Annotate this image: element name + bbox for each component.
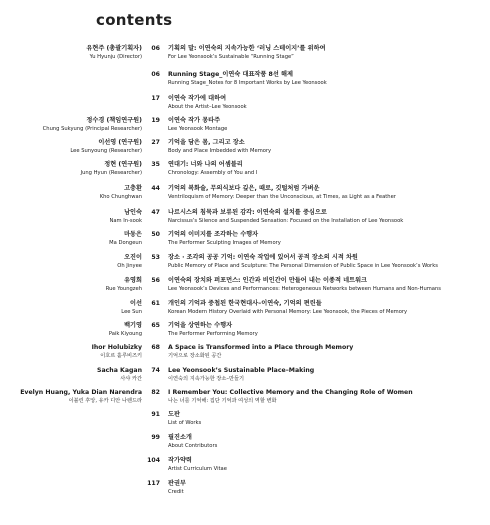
toc-entry-title [168,94,247,111]
toc-page-number: 99 [151,434,160,441]
entry-title-primary: 장소 · 조각의 공공 기억: 이연숙 작업에 있어서 공적 장소의 시적 차원 [168,254,358,261]
toc-entry-title [168,299,407,316]
entry-title-primary: 이연숙 작가 몽타주 [168,117,221,124]
entry-title-primary: 기획의 말: 이연숙의 지속가능한 ‘러닝 스테이지’를 위하여 [168,45,326,52]
toc-author [109,230,142,247]
entry-title-primary: 필진소개 [168,434,192,441]
entry-title-primary: 이연숙 작가에 대하여 [168,95,227,102]
entry-title-secondary: Lee Yeonsook’s Devices and Performances: Heterogeneous Networks between Humans and Non-Humans [168,286,441,292]
author-name-primary: 마동은 [124,231,142,238]
toc-author [117,253,142,270]
entry-title-primary: 이연숙의 장치와 퍼포먼스: 인간과 비인간이 만들어 내는 이종적 네트워크 [168,277,368,284]
entry-title-primary: 개인의 기억과 중첩된 한국현대사–이연숙, 기억의 편린들 [168,300,322,307]
entry-title-secondary: Body and Place Imbedded with Memory [168,148,272,154]
toc-page-number: 61 [151,300,160,307]
toc-page-number: 06 [151,71,160,78]
toc-entry-title [168,456,227,473]
toc-entry-title [168,388,413,405]
toc-author [121,299,142,316]
toc-page-number: 56 [151,277,160,284]
toc-author [43,116,142,133]
toc-entry-title [168,410,201,427]
author-name-secondary: Ma Dongeun [109,240,142,246]
entry-title-secondary: Chronology: Assembly of You and I [168,170,258,176]
author-name-secondary: Nam In-sook [109,218,142,224]
toc-entry-title [168,138,271,155]
entry-title-secondary: Artist Curriculum Vitae [168,466,227,472]
toc-page-number: 82 [151,389,160,396]
entry-title-secondary: 기억으로 장소화된 공간 [168,353,222,359]
entry-title-primary: 기억을 담은 몸, 그리고 장소 [168,139,245,146]
toc-page-number: 06 [151,45,160,52]
toc-entry-title [168,160,257,177]
toc-entry-title [168,276,441,293]
toc-page-number: 91 [151,411,160,418]
toc-entry-title [168,433,217,450]
entry-title-primary: Running Stage_이연숙 대표작품 8선 해제 [168,71,293,78]
toc-author [97,366,142,383]
author-name-secondary: 이블린 후앙, 유카 디안 나렌드라 [68,398,142,404]
author-name-primary: 이선영 (연구원) [98,139,142,146]
entry-title-primary: 기억의 이미지를 조각하는 수행자 [168,231,259,238]
author-name-primary: 고충환 [124,185,142,192]
toc-author [109,208,142,225]
author-name-secondary: 사샤 카간 [120,376,142,382]
toc-page-number: 35 [151,161,160,168]
toc-author [106,276,142,293]
entry-title-primary: A Space is Transformed into a Place through Memory [168,344,354,351]
entry-title-secondary: The Performer Performing Memory [168,331,258,337]
author-name-primary: Sacha Kagan [96,367,142,374]
toc-page-number: 50 [151,231,160,238]
author-name-primary: Ihor Holubizky [91,344,142,351]
author-name-secondary: Yu Hyunju (Director) [89,54,142,60]
toc-entry-title [168,184,396,201]
toc-entry-title [168,230,281,247]
author-name-secondary: Paik Kiyoung [108,331,142,337]
author-name-primary: 남인숙 [124,209,142,216]
entry-title-secondary: 이연숙의 지속가능한 장소–만들기 [168,376,245,382]
entry-title-primary: 기억의 복화술, 무의식보다 깊은, 때로, 깃털처럼 가벼운 [168,185,320,192]
author-name-secondary: Kho Chunghwan [99,194,142,200]
toc-page-number: 65 [151,322,160,329]
entry-title-primary: 도판 [168,411,180,418]
entry-title-secondary: Korean Modern History Overlaid with Personal Memory: Lee Yeonsook, the Pieces of Memory [168,309,408,315]
author-name-primary: 유영희 [124,277,142,284]
toc-author [20,388,142,405]
entry-title-primary: I Remember You: Collective Memory and the Changing Role of Women [168,389,413,396]
entry-title-secondary: Narcissus’s Silence and Suspended Sensation: Focused on the Installation of Lee Yeonsook [168,218,404,224]
entry-title-secondary: Lee Yeonsook Montage [168,126,228,132]
author-name-secondary: Lee Sunyoung (Researcher) [70,148,142,154]
toc-page-number: 44 [151,185,160,192]
author-name-secondary: Lee Sun [121,309,142,315]
author-name-primary: 오진이 [124,254,142,261]
toc-page-number: 104 [147,457,160,464]
entry-title-secondary: Public Memory of Place and Sculpture: The Personal Dimension of Public Space in Lee Yeonsook’s Works [168,263,438,269]
toc-page-number: 27 [151,139,160,146]
entry-title-primary: 나르시스의 침묵과 보류된 감각: 이연숙의 설치를 중심으로 [168,209,327,216]
author-name-primary: Evelyn Huang, Yuka Dian Narendra [20,389,142,396]
toc-entry-title [168,70,327,87]
author-name-primary: 유현주 (총괄기획자) [86,45,142,52]
author-name-secondary: 이호르 홀루비즈키 [100,353,142,359]
toc-page-number: 17 [151,95,160,102]
toc-page-number: 19 [151,117,160,124]
author-name-primary: 백기영 [124,322,142,329]
toc-entry-title [168,253,438,270]
entry-title-secondary: About the Artist–Lee Yeonsook [168,104,247,110]
toc-page-number: 74 [151,367,160,374]
author-name-primary: 이선 [130,300,142,307]
author-name-secondary: Jung Hyun (Researcher) [80,170,142,176]
entry-title-secondary: List of Works [168,420,202,426]
toc-entry-title [168,321,258,338]
author-name-primary: 정수경 (책임연구원) [86,117,142,124]
toc-page-number: 53 [151,254,160,261]
toc-entry-title [168,44,326,61]
entry-title-secondary: The Performer Sculpting Images of Memory [168,240,281,246]
entry-title-primary: 작가약력 [168,457,192,464]
toc-entry-title [168,208,403,225]
author-name-secondary: Oh Jinyee [117,263,142,269]
toc-author [109,321,142,338]
entry-title-secondary: For Lee Yeonsook’s Sustainable “Running Stage” [168,54,294,60]
author-name-secondary: Rue Youngzeh [105,286,142,292]
toc-title: contents [96,11,173,29]
toc-author [92,343,142,360]
entry-title-primary: 판권부 [168,480,186,487]
toc-entry-title [168,366,314,383]
entry-title-secondary: 나는 너를 기억해: 집단 기억과 여성의 역할 변화 [168,398,277,404]
entry-title-secondary: Credit [168,489,184,495]
entry-title-primary: Lee Yeonsook’s Sustainable Place–Making [168,367,315,374]
entry-title-secondary: About Contributors [168,443,218,449]
toc-author [81,160,142,177]
entry-title-primary: 기억을 상연하는 수행자 [168,322,233,329]
entry-title-secondary: Running Stage_Notes for 8 Important Works by Lee Yeonsook [168,80,327,86]
toc-author [100,184,142,201]
toc-page-number: 117 [147,480,160,487]
toc-entry-title [168,343,353,360]
toc-page-number: 47 [151,209,160,216]
toc-entry-title [168,116,227,133]
author-name-primary: 정현 (연구원) [104,161,142,168]
toc-author [86,44,142,61]
toc-entry-title [168,479,186,496]
toc-page-number: 68 [151,344,160,351]
entry-title-primary: 연대기: 너와 나의 어셈블리 [168,161,243,168]
toc-author [70,138,142,155]
entry-title-secondary: Ventriloquism of Memory: Deeper than the Unconscious, at Times, as Light as a Feather [168,194,396,200]
author-name-secondary: Chung Sukyung (Principal Researcher) [42,126,142,132]
